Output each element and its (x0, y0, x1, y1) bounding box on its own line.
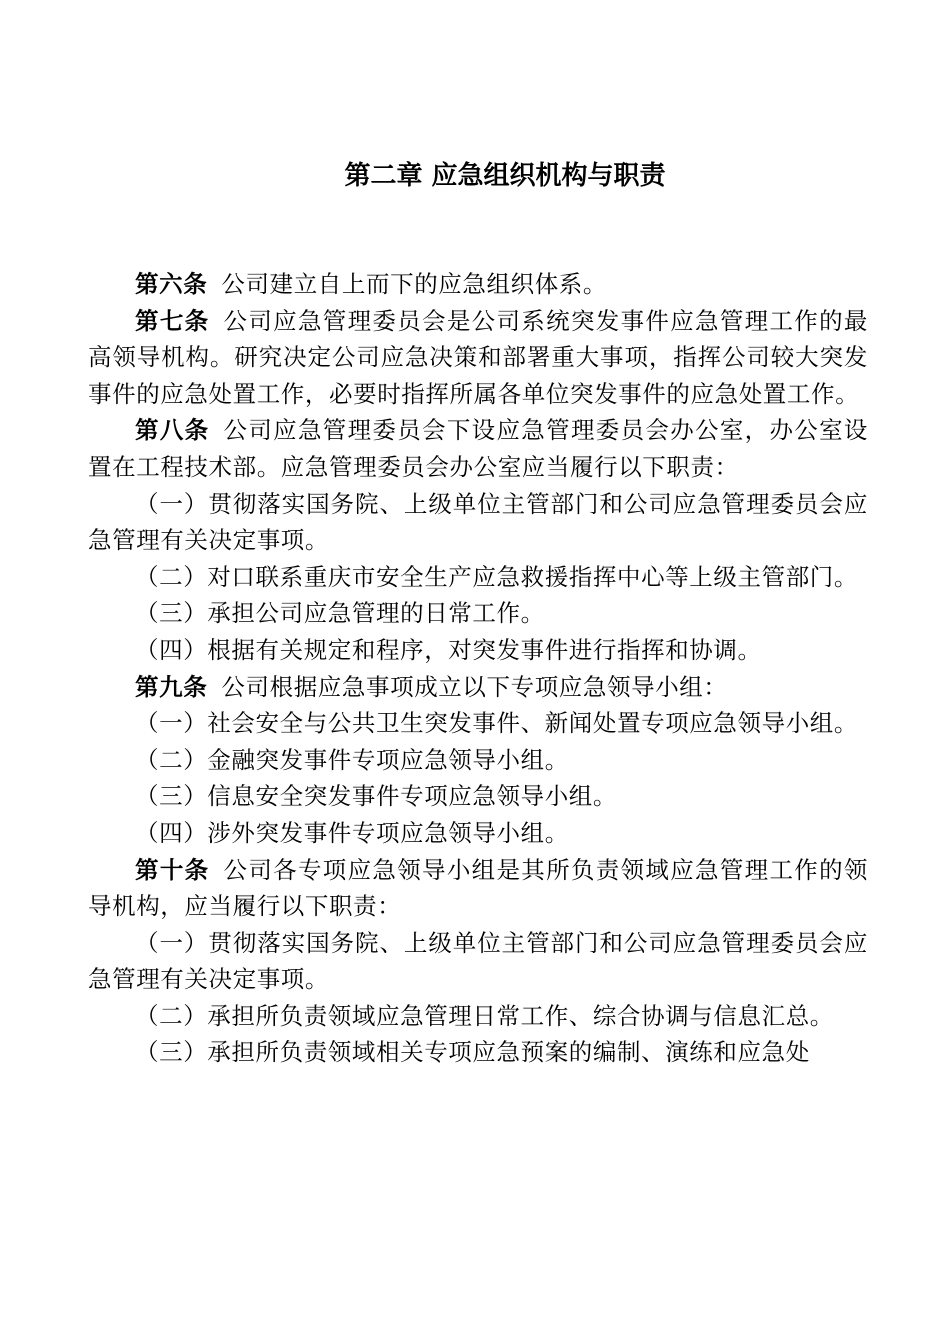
paragraph-text: （四）涉外突发事件专项应急领导小组。 (135, 818, 569, 847)
paragraph-article-7 (88, 303, 868, 413)
list-item (88, 925, 868, 998)
article-number: 第六条 (135, 270, 208, 298)
paragraph-text: （二）金融突发事件专项应急领导小组。 (135, 745, 569, 774)
paragraph-text: 公司应急管理委员会下设应急管理委员会办公室，办公室设置在工程技术部。应急管理委员会办公室应当履行以下职责： (88, 416, 868, 481)
chapter-title: 第二章 应急组织机构与职责 (344, 161, 666, 191)
list-item (88, 778, 868, 815)
paragraph-article-10 (88, 852, 868, 925)
paragraph-text: 公司根据应急事项成立以下专项应急领导小组： (221, 672, 728, 701)
list-item (88, 705, 868, 742)
list-item (88, 595, 868, 632)
article-number: 第八条 (135, 416, 210, 445)
paragraph-article-8 (88, 412, 868, 485)
paragraph-text: （四）根据有关规定和程序，对突发事件进行指挥和协调。 (135, 635, 762, 664)
document-body (88, 266, 868, 1071)
paragraph-text: （三）信息安全突发事件专项应急领导小组。 (135, 782, 617, 811)
paragraph-text: （二）对口联系重庆市安全生产应急救援指挥中心等上级主管部门。 (135, 562, 858, 591)
paragraph-text: 公司建立自上而下的应急组织体系。 (221, 270, 608, 298)
list-item (88, 998, 868, 1035)
article-number: 第十条 (135, 855, 210, 884)
list-item (88, 1034, 868, 1071)
paragraph-text: （一）社会安全与公共卫生突发事件、新闻处置专项应急领导小组。 (135, 709, 858, 738)
paragraph-text: 公司各专项应急领导小组是其所负责领域应急管理工作的领导机构，应当履行以下职责： (88, 855, 868, 921)
paragraph-text: （一）贯彻落实国务院、上级单位主管部门和公司应急管理委员会应急管理有关决定事项。 (88, 489, 868, 555)
paragraph-text: （一）贯彻落实国务院、上级单位主管部门和公司应急管理委员会应急管理有关决定事项。 (88, 928, 868, 994)
list-item (88, 486, 868, 559)
list-item (88, 559, 868, 596)
list-item (88, 742, 868, 779)
paragraph-text: （三）承担公司应急管理的日常工作。 (135, 599, 545, 628)
paragraph-text: （二）承担所负责领域应急管理日常工作、综合协调与信息汇总。 (135, 1001, 834, 1030)
article-number: 第九条 (135, 672, 208, 701)
list-item (88, 815, 868, 852)
paragraph-text: 公司应急管理委员会是公司系统突发事件应急管理工作的最高领导机构。研究决定公司应急决策和部署重大事项，指挥公司较大突发事件的应急处置工作，必要时指挥所属各单位突发事件的应急处置工作。 (88, 306, 868, 408)
paragraph-text: （三）承担所负责领域相关专项应急预案的编制、演练和应急处 (135, 1038, 810, 1067)
paragraph-article-6 (88, 266, 868, 303)
article-number: 第七条 (135, 306, 210, 335)
paragraph-article-9 (88, 669, 868, 706)
list-item (88, 632, 868, 669)
